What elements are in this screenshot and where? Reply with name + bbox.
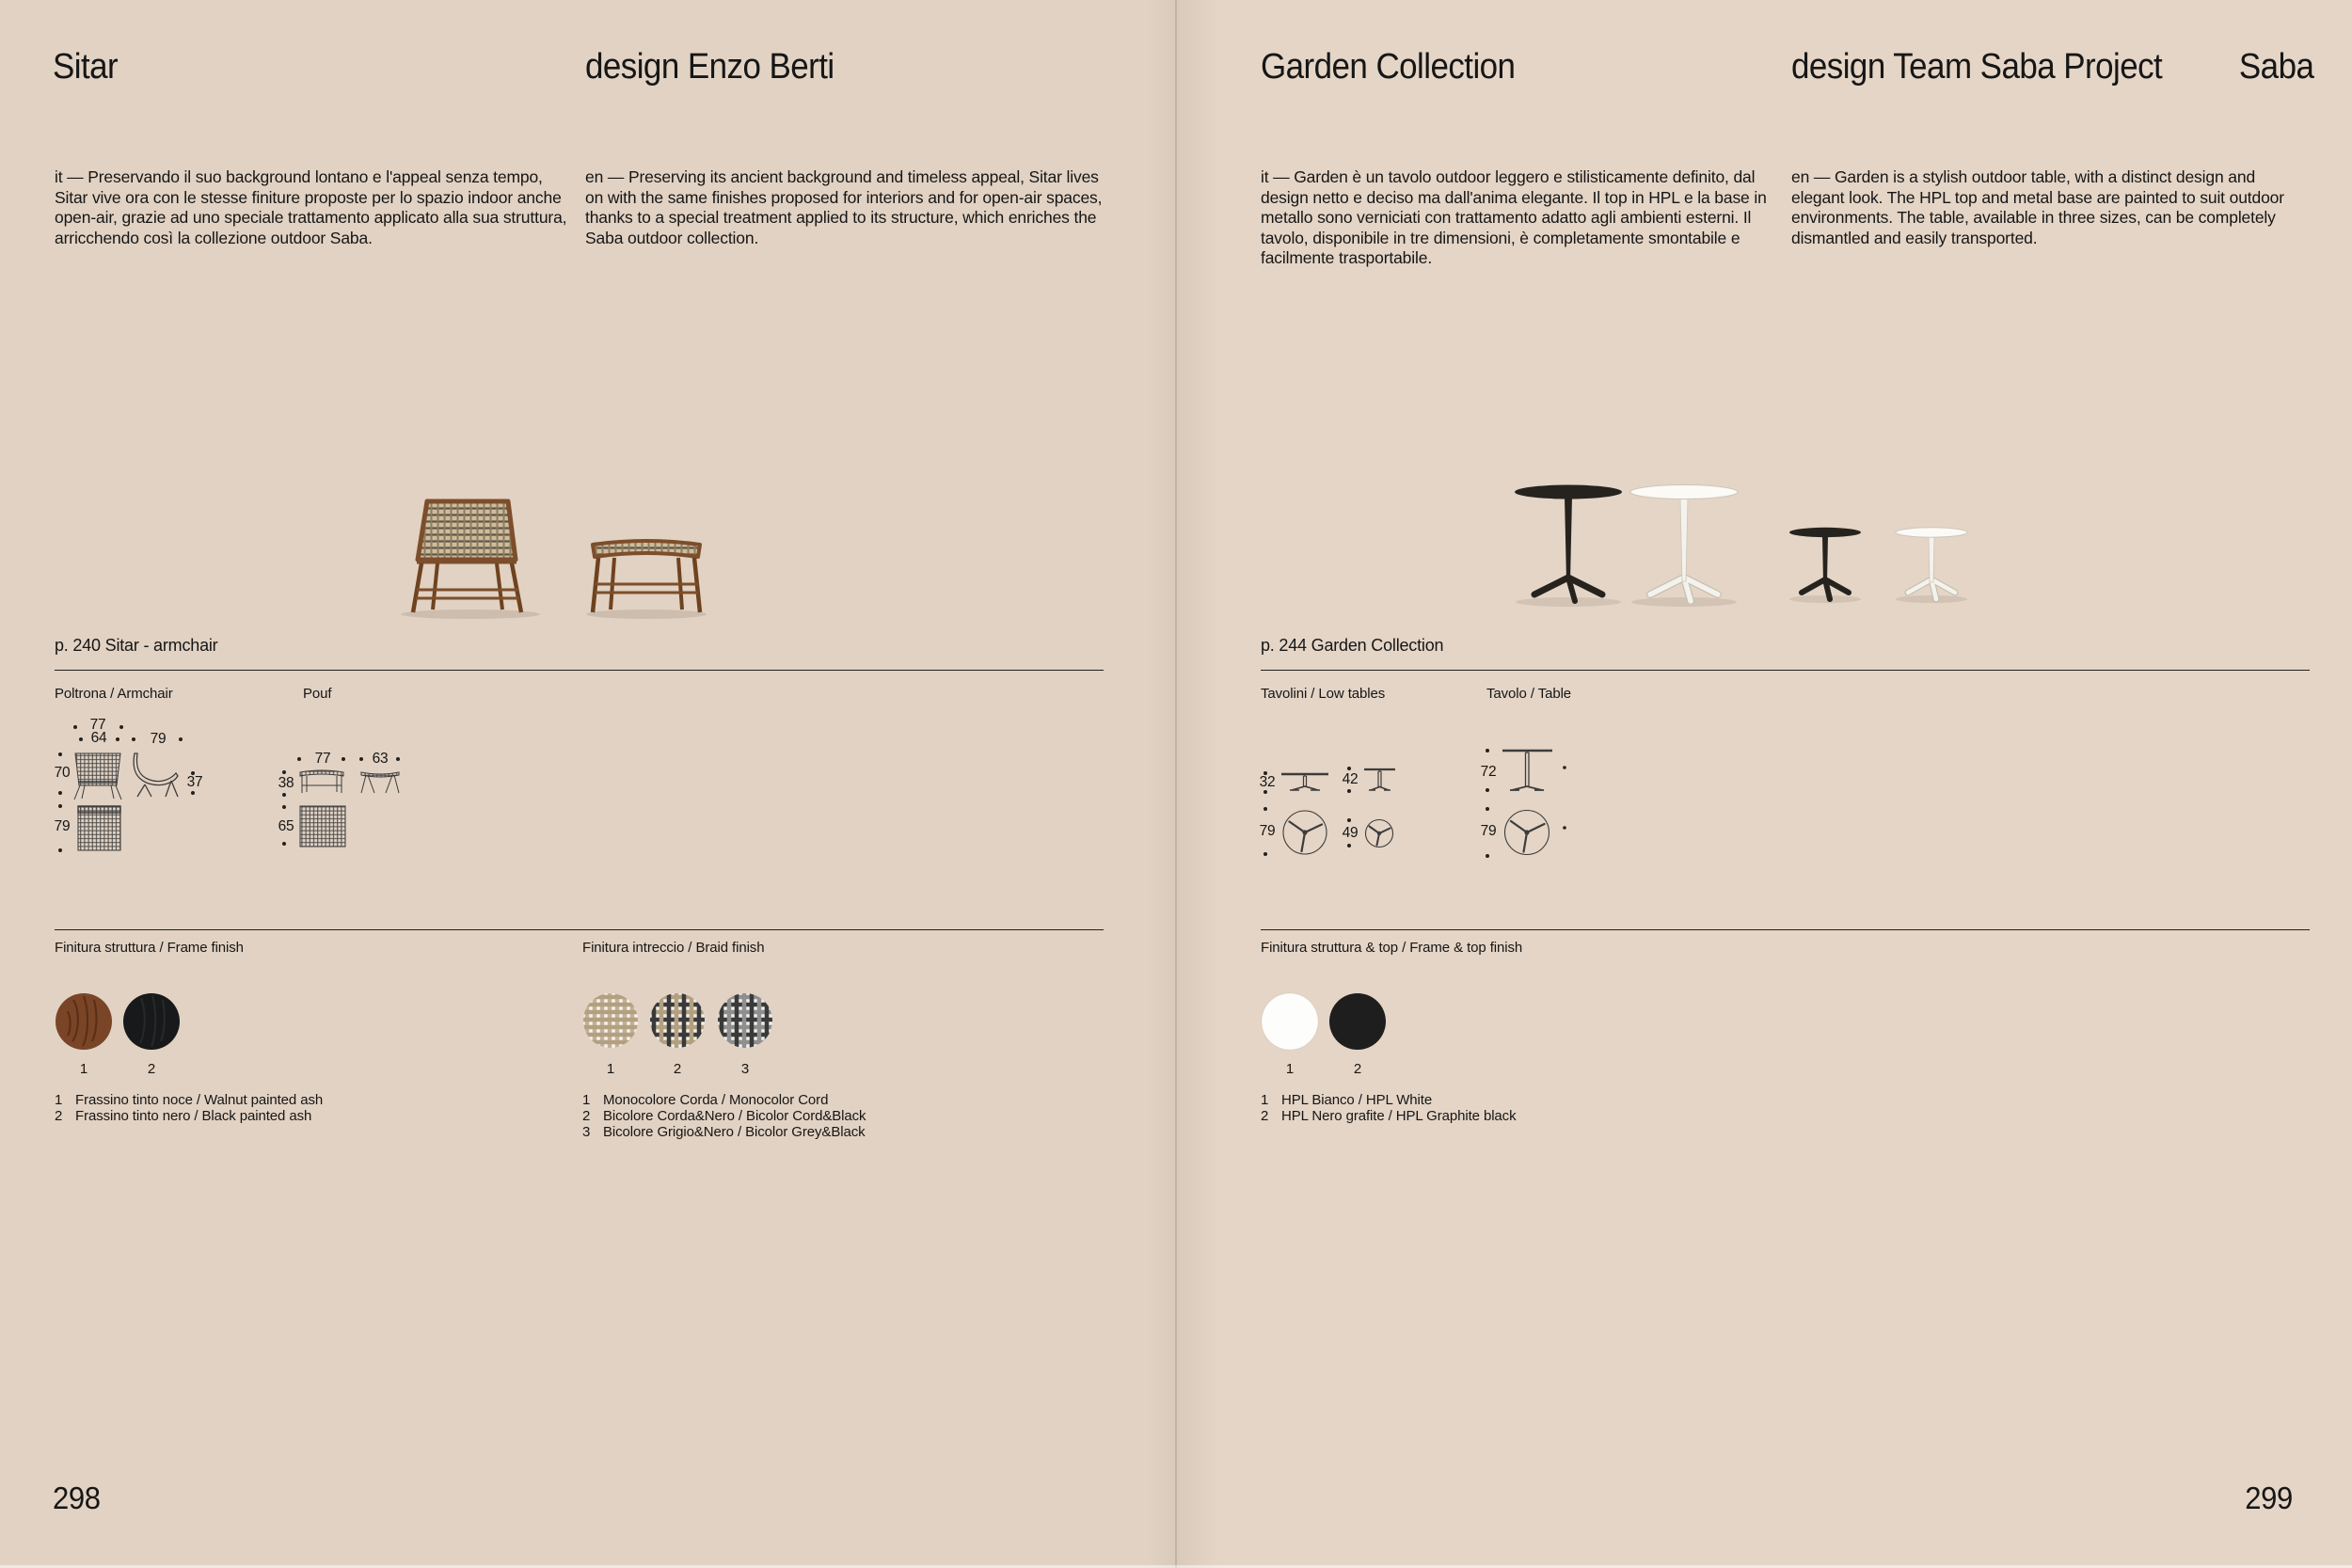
dim-armchair-height: 70 xyxy=(54,765,71,781)
divider-rule xyxy=(55,929,1104,930)
finish-list-item: 1 Monocolore Corda / Monocolor Cord xyxy=(582,1092,829,1108)
dim-table-diameter: 79 xyxy=(1480,823,1497,839)
product-page-reference: p. 244 Garden Collection xyxy=(1261,636,1444,655)
armchair-photo xyxy=(401,501,540,619)
dim-pouf-width: 77 xyxy=(314,751,331,767)
product-photo-sitar xyxy=(395,466,734,635)
finish-list-item: 2 Bicolore Corda&Nero / Bicolor Cord&Black xyxy=(582,1107,866,1124)
dim-pouf-plan-depth: 65 xyxy=(278,818,294,834)
finish-list-item: 3 Bicolore Grigio&Nero / Bicolor Grey&Black xyxy=(582,1123,866,1140)
swatch-hpl-black xyxy=(1329,993,1386,1050)
swatch-monocolor-cord xyxy=(583,993,638,1048)
product-page-reference: p. 240 Sitar - armchair xyxy=(55,636,218,655)
armchair-front-view xyxy=(74,753,121,800)
dim-pouf-depth: 63 xyxy=(372,751,389,767)
swatch-black-ash xyxy=(123,993,180,1050)
table-large-black xyxy=(1515,485,1622,608)
finish-list-item: 2 Frassino tinto nero / Black painted ash xyxy=(55,1107,312,1124)
top-finish-list xyxy=(1261,1093,1656,1125)
dim-low-table-2-height: 42 xyxy=(1342,771,1359,787)
table-small-black xyxy=(1789,528,1861,603)
designer-credit: design Enzo Berti xyxy=(585,47,834,87)
swatch-bicolor-grey-black xyxy=(718,993,772,1048)
intro-italian: it — Garden è un tavolo outdoor leggero e stilisticamente definito, dal design netto e deciso ma dall'anima elegante. Il top in HPL e la base in metallo sono verniciati con trattamento adatto agli ambienti esterni. Il tavolo, disponibile in tre dimensioni, è completamente smontabile e facilmente trasportabile. xyxy=(1261,167,1767,268)
dim-pouf-height: 38 xyxy=(278,775,294,791)
swatch-number: 1 xyxy=(79,1061,88,1077)
low-table-2-plan-view xyxy=(1366,820,1393,847)
divider-rule xyxy=(55,670,1104,671)
spread-gutter xyxy=(1175,0,1177,1568)
low-table-2-side-view xyxy=(1364,769,1395,790)
page-title: Garden Collection xyxy=(1261,47,1516,87)
finish-list-item: 1 Frassino tinto noce / Walnut painted ash xyxy=(55,1092,324,1108)
frame-finish-title: Finitura struttura / Frame finish xyxy=(55,940,244,956)
swatch-bicolor-cord-black xyxy=(650,993,705,1048)
swatch-number: 2 xyxy=(673,1061,682,1077)
dim-low-table-1-diameter: 79 xyxy=(1259,823,1276,839)
column-label-table: Tavolo / Table xyxy=(1486,686,1572,702)
dim-armchair-seat-height: 37 xyxy=(186,774,203,790)
page-right-garden-collection xyxy=(1176,0,2352,1568)
dim-low-table-2-diameter: 49 xyxy=(1342,825,1359,841)
column-label-pouf: Pouf xyxy=(303,686,332,702)
swatch-number: 3 xyxy=(740,1061,750,1077)
dim-low-table-1-height: 32 xyxy=(1259,774,1276,790)
measure-dots xyxy=(1263,749,1566,858)
column-label-low-tables: Tavolini / Low tables xyxy=(1261,686,1386,702)
intro-english: en — Garden is a stylish outdoor table, with a distinct design and elegant look. The HPL top and metal base are painted to suit outdoor environments. The table, available in three sizes, can be completely dismantled and easily transported. xyxy=(1791,167,2284,247)
dim-table-height: 72 xyxy=(1480,764,1497,780)
table-large-white xyxy=(1630,485,1738,608)
brand-mark: Saba xyxy=(2238,47,2313,87)
braid-finish-title: Finitura intreccio / Braid finish xyxy=(582,940,765,956)
frame-finish-swatches xyxy=(47,985,198,1060)
intro-italian: it — Preservando il suo background lontano e l'appeal senza tempo, Sitar vive ora con le stesse finiture proposte per lo spazio indoor anche open-air, grazie ad uno speciale trattamento applicato alla sua struttura, arricchendo così la collezione outdoor Saba. xyxy=(55,167,567,247)
armchair-side-view xyxy=(134,753,178,797)
dim-armchair-width: 77 xyxy=(89,717,106,733)
dim-armchair-plan-depth: 79 xyxy=(54,818,71,834)
column-label-armchair: Poltrona / Armchair xyxy=(55,686,173,702)
swatch-hpl-white xyxy=(1262,993,1318,1050)
divider-rule xyxy=(1261,929,2310,930)
pouf-front-view xyxy=(300,770,343,793)
top-finish-swatches xyxy=(1253,985,1404,1060)
braid-finish-swatches xyxy=(576,985,792,1060)
frame-finish-list xyxy=(55,1093,450,1125)
intro-english: en — Preserving its ancient background and timeless appeal, Sitar lives on with the same finishes proposed for interiors and for open-air spaces, thanks to a special treatment applied to its structure, which enriches the Saba outdoor collection. xyxy=(585,167,1103,247)
dim-armchair-seat-width: 64 xyxy=(90,730,107,746)
page-number-left: 298 xyxy=(53,1481,101,1515)
dimension-drawings-sitar xyxy=(47,710,461,908)
braid-finish-list xyxy=(582,1093,987,1140)
pouf-side-view xyxy=(361,772,399,793)
divider-rule xyxy=(1261,670,2310,671)
top-finish-title: Finitura struttura & top / Frame & top finish xyxy=(1261,940,1523,956)
page-title: Sitar xyxy=(53,47,119,87)
swatch-number: 2 xyxy=(1353,1061,1362,1077)
dimension-drawings-garden xyxy=(1256,724,1632,922)
swatch-walnut xyxy=(56,993,112,1050)
finish-list-item: 2 HPL Nero grafite / HPL Graphite black xyxy=(1261,1107,1517,1124)
swatch-number: 1 xyxy=(1285,1061,1295,1077)
designer-credit: design Team Saba Project xyxy=(1791,47,2163,87)
pouf-plan-view xyxy=(300,806,345,847)
table-side-view xyxy=(1502,751,1552,790)
swatch-number: 2 xyxy=(147,1061,156,1077)
swatch-number: 1 xyxy=(606,1061,615,1077)
pouf-photo xyxy=(586,541,707,619)
low-table-1-plan-view xyxy=(1283,811,1327,854)
armchair-plan-view xyxy=(78,806,120,850)
table-small-white xyxy=(1896,528,1967,603)
product-photo-garden-tables xyxy=(1505,461,1994,630)
page-number-right: 299 xyxy=(2245,1481,2293,1515)
table-plan-view xyxy=(1505,811,1549,855)
low-table-1-side-view xyxy=(1281,774,1328,790)
dim-armchair-depth: 79 xyxy=(150,731,167,747)
finish-list-item: 1 HPL Bianco / HPL White xyxy=(1261,1092,1433,1108)
